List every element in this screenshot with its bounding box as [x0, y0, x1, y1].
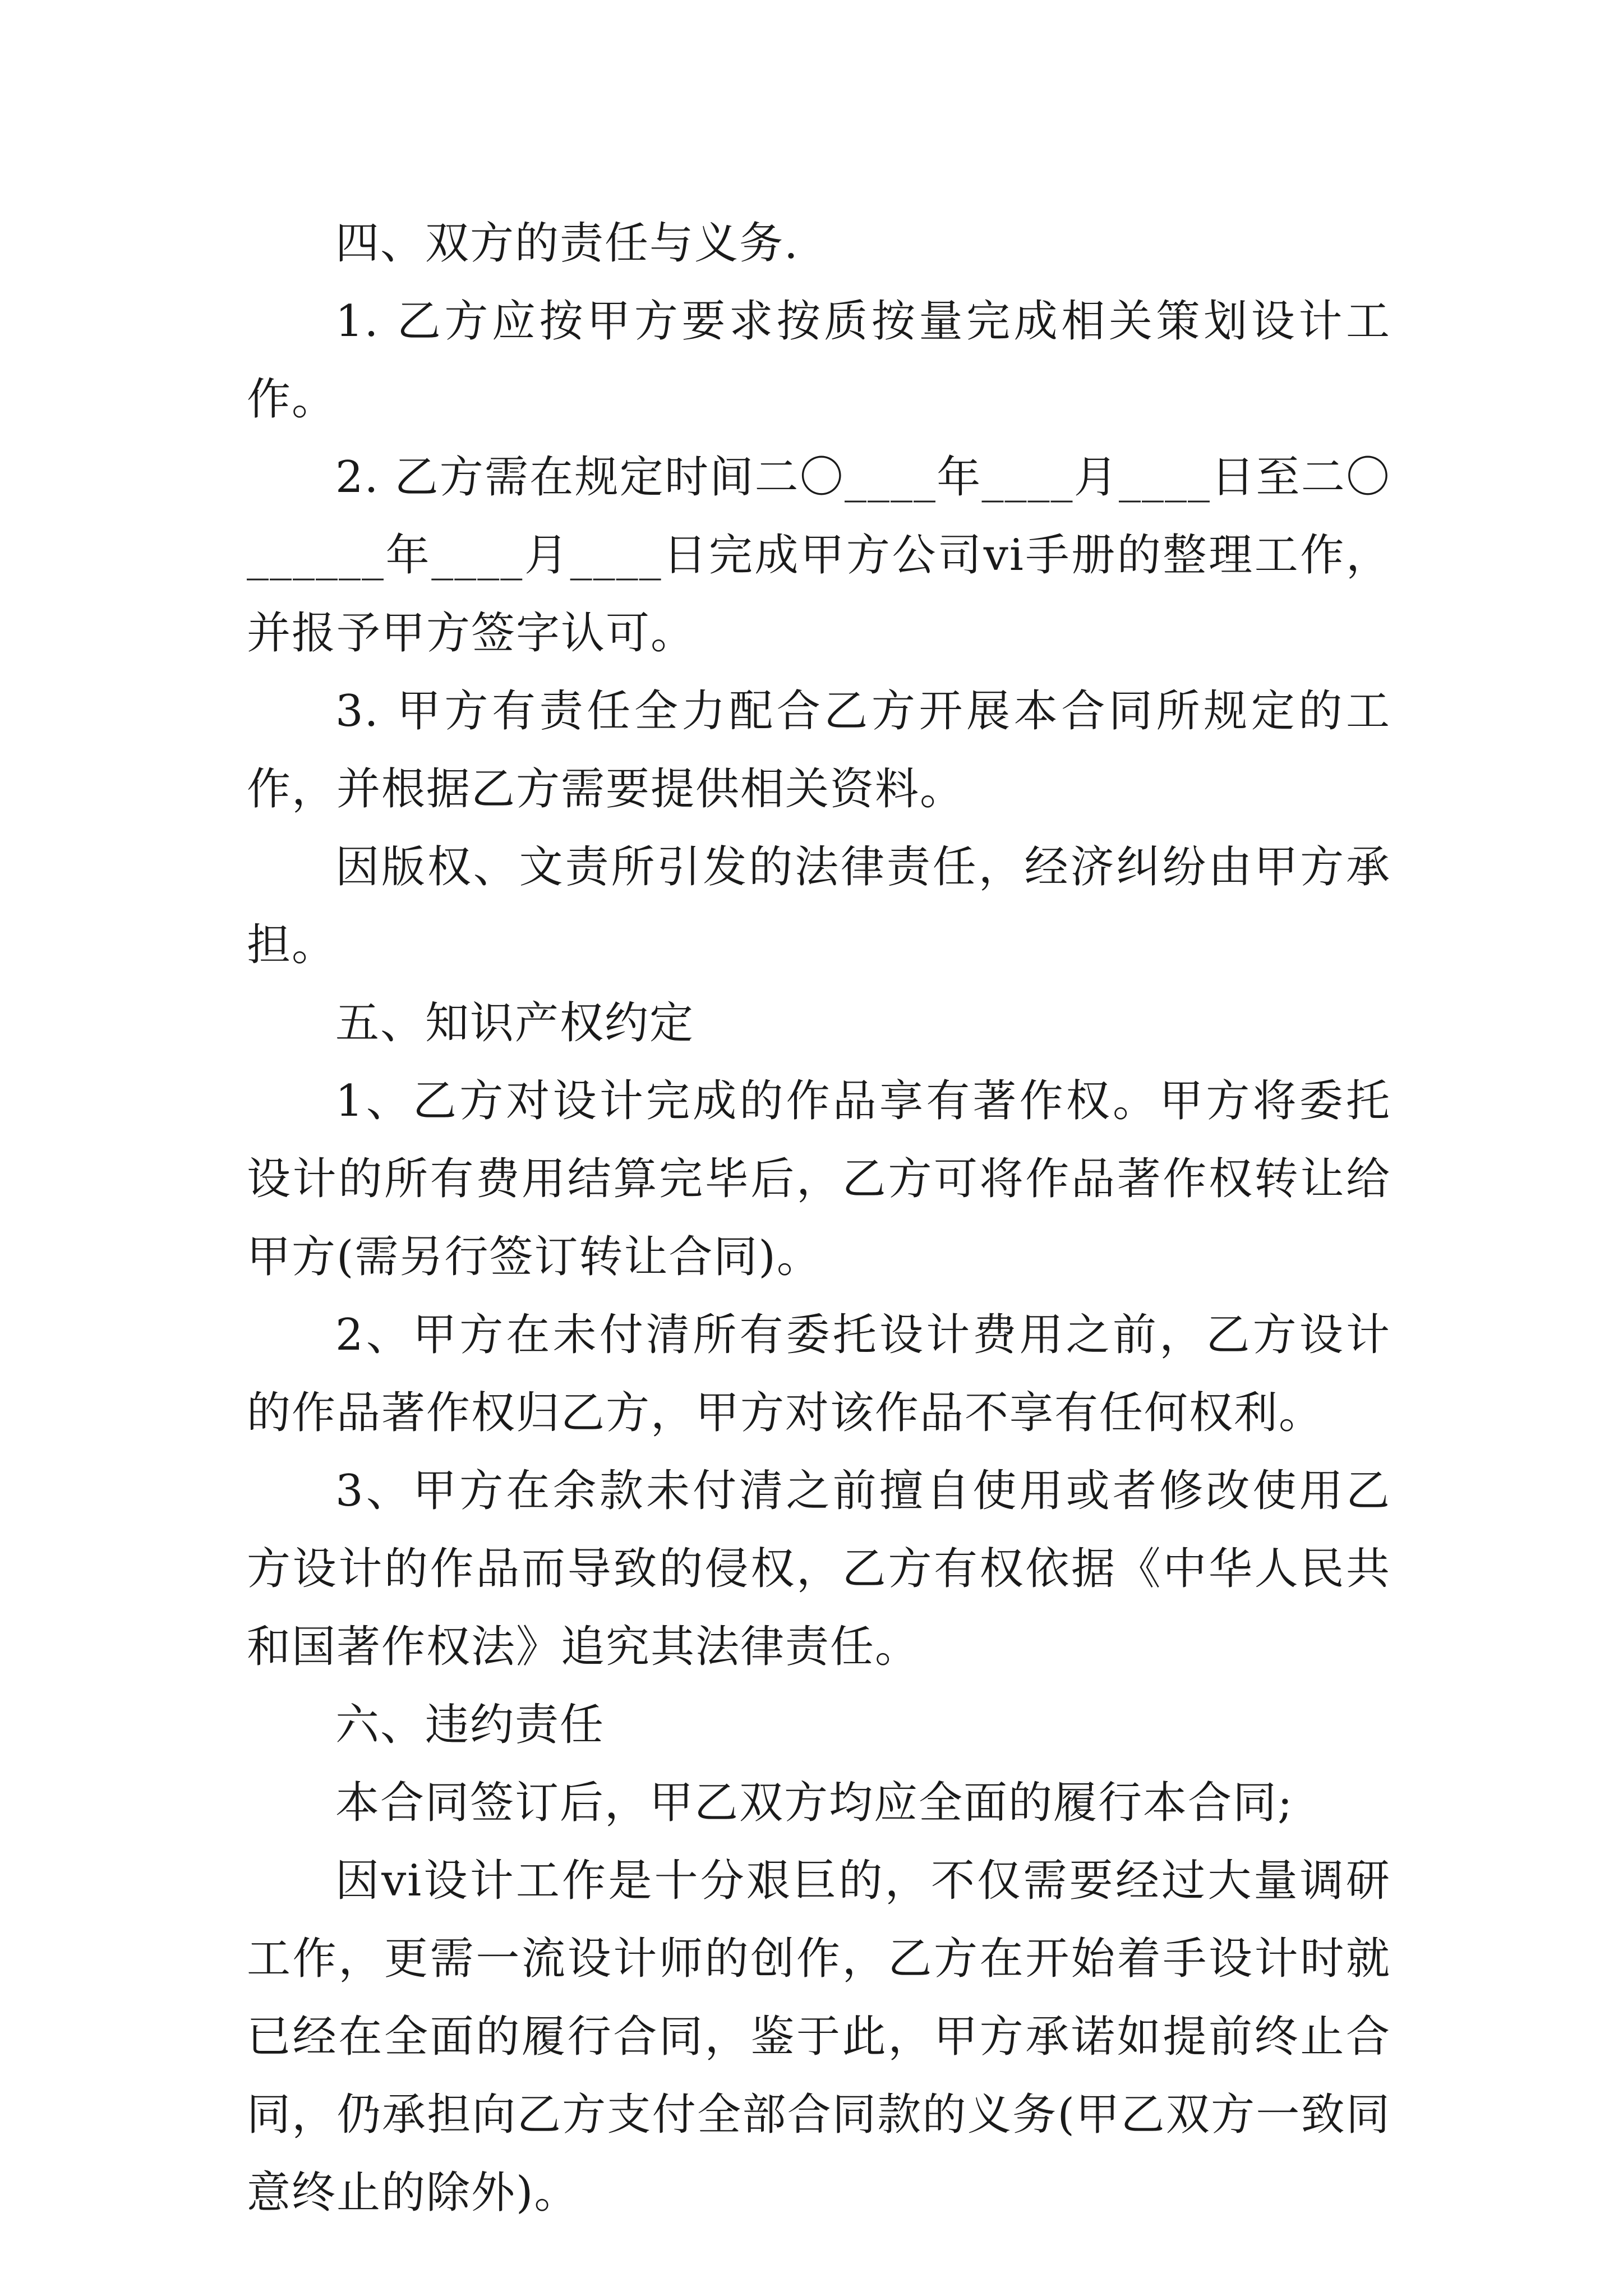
clause-5-3: 3、甲方在余款未付清之前擅自使用或者修改使用乙方设计的作品而导致的侵权，乙方有权依据《中华人民共和国著作权法》追究其法律责任。 — [247, 1466, 1391, 1672]
section-heading-ip: 五、知识产权约定 — [335, 998, 695, 1048]
section-heading-responsibilities: 四、双方的责任与义务. — [335, 218, 799, 269]
clause-4-2: 2. 乙方需在规定时间二〇____年____月____日至二〇______年____月____日完成甲方公司vi手册的整理工作，并报予甲方签字认可。 — [247, 452, 1391, 659]
clause-5-2: 2、甲方在未付清所有委托设计费用之前，乙方设计的作品著作权归乙方，甲方对该作品不享有任何权利。 — [247, 1310, 1391, 1438]
document-body — [247, 205, 1391, 2232]
section-heading-breach: 六、违约责任 — [335, 1700, 605, 1750]
clause-6-1: 本合同签订后，甲乙双方均应全面的履行本合同; — [335, 1778, 1294, 1828]
clause-4-liability: 因版权、文责所引发的法律责任，经济纠纷由甲方承担。 — [247, 842, 1391, 970]
clause-4-1: 1. 乙方应按甲方要求按质按量完成相关策划设计工作。 — [247, 296, 1391, 425]
clause-6-2: 因vi设计工作是十分艰巨的，不仅需要经过大量调研工作，更需一流设计师的创作，乙方在开始着手设计时就已经在全面的履行合同，鉴于此，甲方承诺如提前终止合同，仍承担向乙方支付全部合同款的义务(甲乙双方一致同意终止的除外)。 — [247, 1856, 1391, 2218]
clause-4-3: 3. 甲方有责任全力配合乙方开展本合同所规定的工作，并根据乙方需要提供相关资料。 — [247, 686, 1391, 815]
clause-5-1: 1、乙方对设计完成的作品享有著作权。甲方将委托设计的所有费用结算完毕后，乙方可将作品著作权转让给甲方(需另行签订转让合同)。 — [247, 1076, 1391, 1282]
